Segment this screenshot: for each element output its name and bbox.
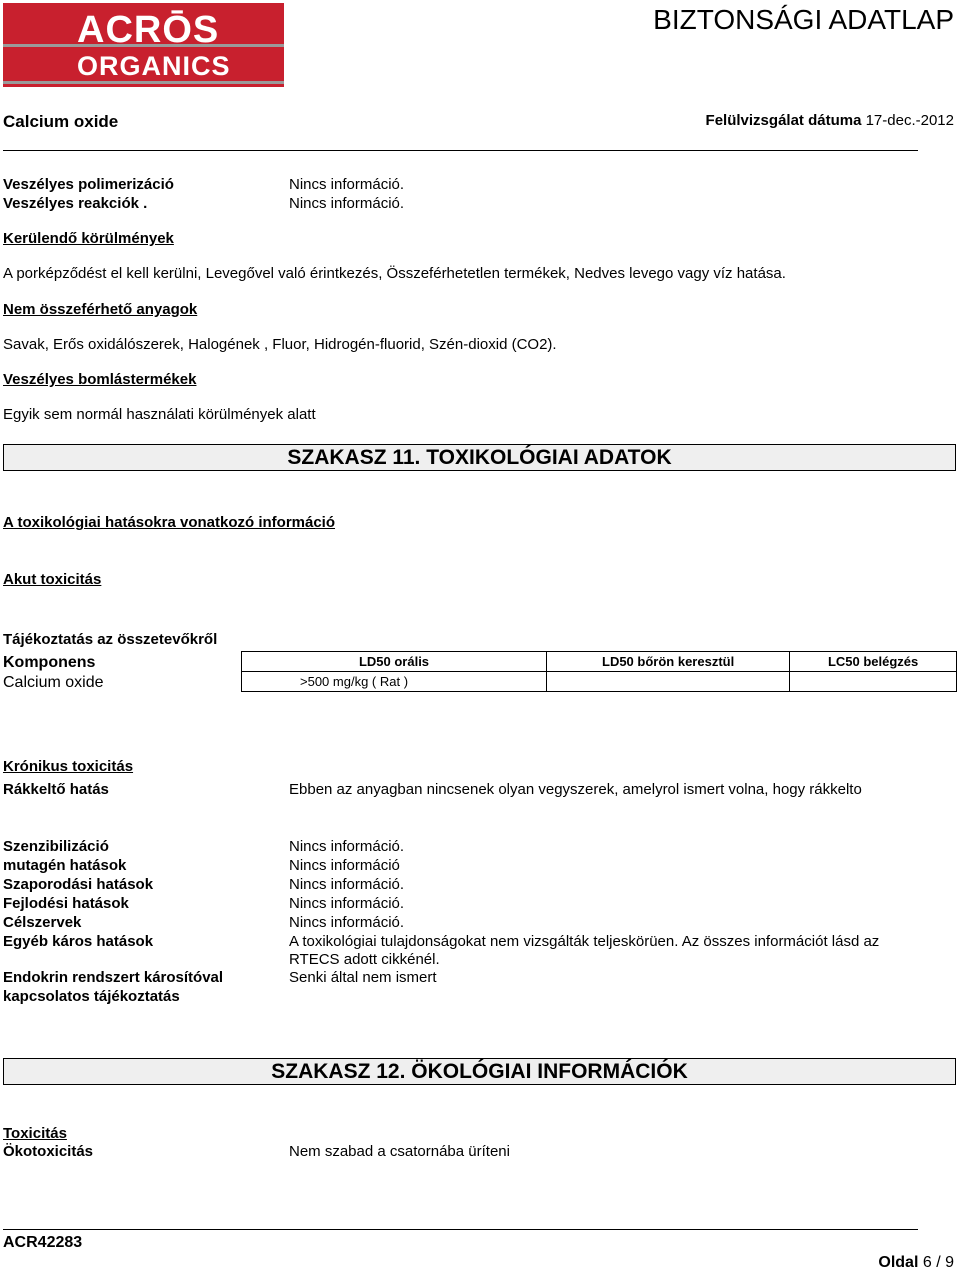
endocrine-value: Senki által nem ismert xyxy=(289,969,437,986)
other-effects-label: Egyéb káros hatások xyxy=(3,933,154,950)
sensitization-value: Nincs információ. xyxy=(289,838,405,855)
reproductive-value: Nincs információ. xyxy=(289,876,405,893)
carcinogenic-label: Rákkeltő hatás xyxy=(3,781,109,798)
component-header: Komponens xyxy=(3,654,96,671)
reproductive-label: Szaporodási hatások xyxy=(3,876,154,893)
toxicity-heading: Toxicitás xyxy=(3,1125,67,1142)
mutagenic-value: Nincs információ xyxy=(289,857,400,874)
logo-text-top: ACRŌS xyxy=(77,9,220,51)
logo-text-bottom: ORGANICS xyxy=(77,51,231,81)
target-organs-value: Nincs információ. xyxy=(289,914,405,931)
decomposition-products-text: Egyik sem normál használati körülmények alatt xyxy=(3,406,316,423)
conditions-to-avoid-heading: Kerülendő körülmények xyxy=(3,230,174,247)
hazardous-polymerization-label: Veszélyes polimerizáció xyxy=(3,176,174,193)
col-ld50-oral: LD50 orális xyxy=(242,652,547,672)
document-title: BIZTONSÁGI ADATLAP xyxy=(653,4,954,35)
revision-label: Felülvizsgálat dátuma xyxy=(705,112,862,129)
ld50-oral-value: >500 mg/kg ( Rat ) xyxy=(242,672,547,692)
acros-organics-logo xyxy=(3,3,284,87)
hazardous-polymerization-value: Nincs információ. xyxy=(289,176,405,193)
document-code: ACR42283 xyxy=(3,1234,83,1251)
acute-toxicity-heading: Akut toxicitás xyxy=(3,571,102,588)
conditions-to-avoid-text: A porképződést el kell kerülni, Levegővel való érintkezés, Összeférhetetlen termékek, Nedves levego vagy víz hatása. xyxy=(3,265,786,282)
hazardous-reactions-label: Veszélyes reakciók . xyxy=(3,195,148,212)
incompatible-materials-heading: Nem összeférhető anyagok xyxy=(3,301,198,318)
section-12-header xyxy=(3,1058,956,1085)
page-value: 6 / 9 xyxy=(922,1254,954,1271)
chronic-toxicity-heading: Krónikus toxicitás xyxy=(3,758,134,775)
developmental-value: Nincs információ. xyxy=(289,895,405,912)
table-header-row xyxy=(242,652,957,672)
section-11-header xyxy=(3,444,956,471)
page-number xyxy=(878,1253,954,1273)
page-label: Oldal xyxy=(878,1254,919,1271)
section-12-title: SZAKASZ 12. ÖKOLÓGIAI INFORMÁCIÓK xyxy=(271,1060,688,1083)
tox-info-heading: A toxikológiai hatásokra vonatkozó információ xyxy=(3,514,336,531)
ecotoxicity-value: Nem szabad a csatornába üríteni xyxy=(289,1143,510,1160)
other-effects-value-line2: RTECS adott cikkénél. xyxy=(289,951,440,968)
table-row xyxy=(242,672,957,692)
developmental-label: Fejlodési hatások xyxy=(3,895,129,912)
other-effects-value-line1: A toxikológiai tulajdonságokat nem vizsgálták teljeskörüen. Az összes információt lásd az xyxy=(289,933,880,950)
carcinogenic-value: Ebben az anyagban nincsenek olyan vegyszerek, amelyrol ismert volna, hogy rákkelto xyxy=(289,781,862,798)
ecotoxicity-label: Ökotoxicitás xyxy=(3,1143,94,1160)
endocrine-label-line2: kapcsolatos tájékoztatás xyxy=(3,988,180,1005)
sensitization-label: Szenzibilizáció xyxy=(3,838,109,855)
component-name: Calcium oxide xyxy=(3,674,104,691)
target-organs-label: Célszervek xyxy=(3,914,82,931)
endocrine-label-line1: Endokrin rendszert károsítóval xyxy=(3,969,224,986)
mutagenic-label: mutagén hatások xyxy=(3,857,127,874)
hazardous-reactions-value: Nincs információ. xyxy=(289,195,405,212)
footer-rule xyxy=(3,1229,918,1230)
components-info-label: Tájékoztatás az összetevőkről xyxy=(3,631,218,648)
revision-date: 17-dec.-2012 xyxy=(865,112,954,129)
decomposition-products-heading: Veszélyes bomlástermékek xyxy=(3,371,197,388)
product-name: Calcium oxide xyxy=(3,112,119,131)
incompatible-materials-text: Savak, Erős oxidálószerek, Halogének , Fluor, Hidrogén-fluorid, Szén-dioxid (CO2). xyxy=(3,336,557,353)
lc50-inhalation-value xyxy=(790,672,957,692)
section-11-title: SZAKASZ 11. TOXIKOLÓGIAI ADATOK xyxy=(287,446,672,469)
revision-info xyxy=(706,111,954,131)
col-ld50-dermal: LD50 bőrön keresztül xyxy=(547,652,790,672)
ld50-dermal-value xyxy=(547,672,790,692)
acute-toxicity-table xyxy=(241,651,957,692)
col-lc50-inhalation: LC50 belégzés xyxy=(790,652,957,672)
header-rule xyxy=(3,150,918,151)
